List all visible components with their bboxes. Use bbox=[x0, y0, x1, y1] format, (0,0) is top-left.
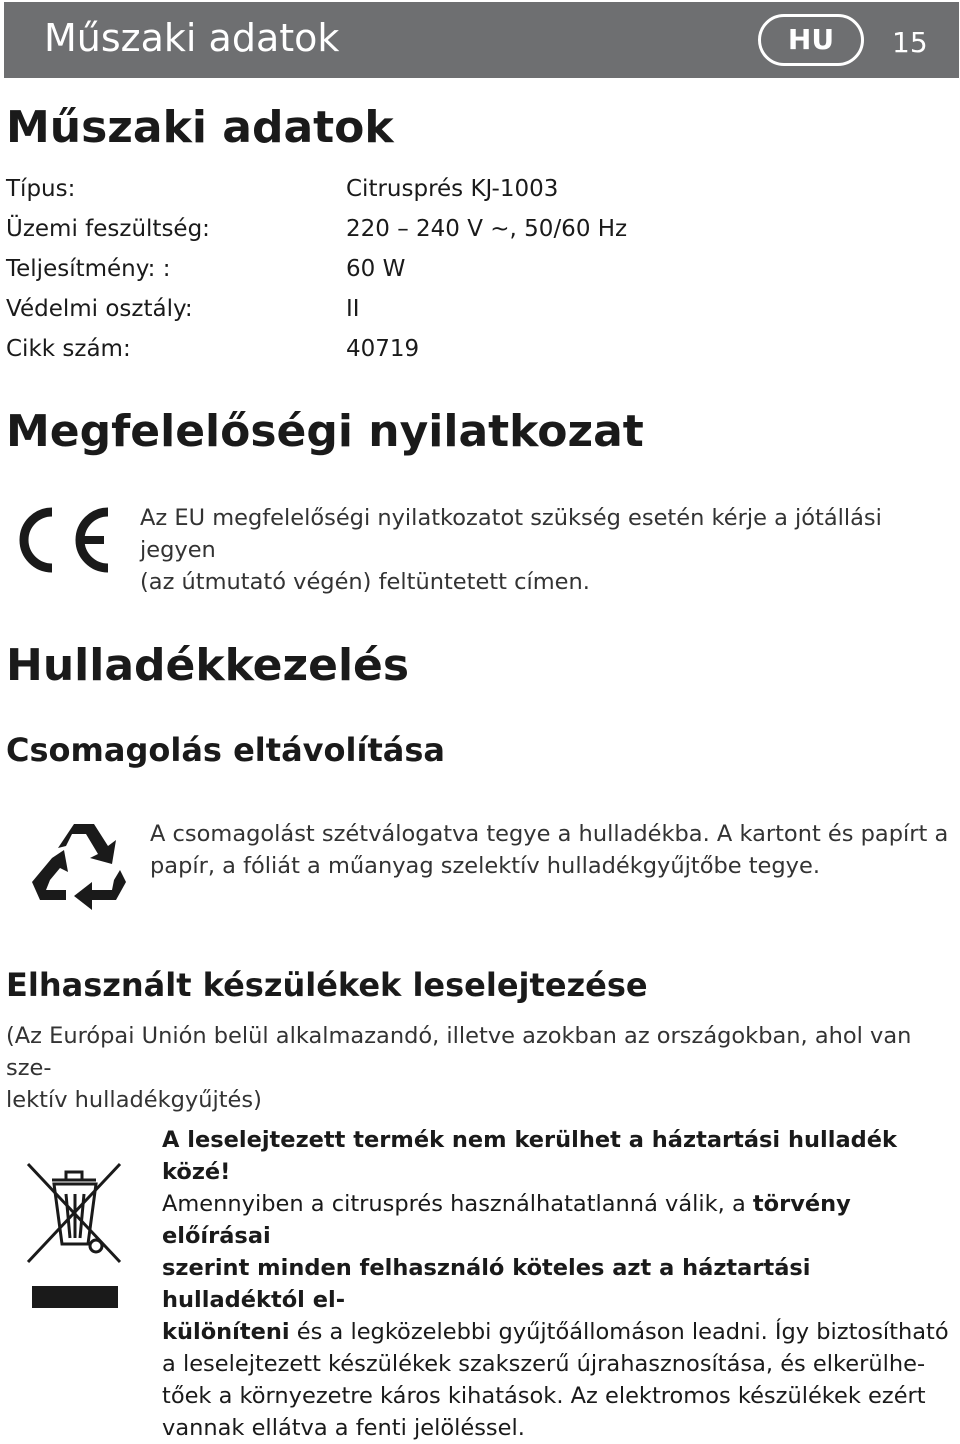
text-span-bold: törvény előírásai bbox=[162, 1191, 851, 1249]
spec-value: Citrusprés KJ-1003 bbox=[346, 176, 559, 202]
spec-label: Cikk szám: bbox=[6, 336, 131, 362]
spec-row bbox=[6, 336, 706, 376]
spec-value: 60 W bbox=[346, 256, 406, 282]
conformity-line: Az EU megfelelőségi nyilatkozatot szükség esetén kérje a jótállási jegyen bbox=[140, 505, 882, 563]
devices-text bbox=[162, 1124, 960, 1444]
text-span: Amennyiben a citrusprés használhatatlanná válik, a bbox=[162, 1191, 753, 1217]
header-title: Műszaki adatok bbox=[44, 16, 340, 60]
devices-intro-line: (Az Európai Unión belül alkalmazandó, illetve azokban az országokban, ahol van sze- bbox=[6, 1023, 912, 1081]
conformity-text bbox=[140, 502, 960, 598]
spec-row bbox=[6, 216, 706, 256]
waste-heading: Hulladékkezelés bbox=[6, 640, 410, 691]
devices-paragraph-line: szerint minden felhasználó köteles azt a háztartási hulladéktól el- bbox=[162, 1255, 811, 1313]
spec-label: Teljesítmény: : bbox=[6, 256, 171, 282]
devices-paragraph-line bbox=[162, 1188, 960, 1252]
spec-value: 220 – 240 V ~, 50/60 Hz bbox=[346, 216, 628, 242]
packaging-text bbox=[150, 818, 948, 882]
spec-value: 40719 bbox=[346, 336, 420, 362]
page-number: 15 bbox=[892, 26, 928, 59]
spec-label: Üzemi feszültség: bbox=[6, 216, 210, 242]
spec-label: Típus: bbox=[6, 176, 76, 202]
warning-line: A leselejtezett termék nem kerülhet a háztartási hulladék közé! bbox=[162, 1127, 897, 1185]
spec-row bbox=[6, 256, 706, 296]
spec-label: Védelmi osztály: bbox=[6, 296, 193, 322]
devices-paragraph-line: tőek a környezetre káros kihatások. Az elektromos készülékek ezért bbox=[162, 1383, 926, 1409]
text-span: és a legközelebbi gyűjtőállomáson leadni. Így biztosítható bbox=[289, 1319, 949, 1345]
conformity-line: (az útmutató végén) feltüntetett címen. bbox=[140, 569, 590, 595]
devices-intro bbox=[6, 1020, 960, 1116]
spec-value: II bbox=[346, 296, 360, 322]
devices-paragraph-line bbox=[162, 1316, 960, 1348]
crossed-bin-icon bbox=[22, 1158, 126, 1314]
spec-row bbox=[6, 176, 706, 216]
devices-intro-line: lektív hulladékgyűjtés) bbox=[6, 1087, 262, 1113]
devices-heading: Elhasznált készülékek leselejtezése bbox=[6, 966, 648, 1004]
spec-table bbox=[6, 176, 706, 376]
devices-paragraph-line: a leselejtezett készülékek szakszerű újrahasznosítása, és elkerülhe- bbox=[162, 1351, 926, 1377]
text-span-bold: különíteni bbox=[162, 1319, 290, 1345]
ce-mark-icon bbox=[14, 504, 114, 576]
packaging-line: papír, a fóliát a műanyag szelektív hulladékgyűjtőbe tegye. bbox=[150, 853, 820, 879]
packaging-line: A csomagolást szétválogatva tegye a hulladékba. A kartont és papírt a bbox=[150, 821, 949, 847]
packaging-heading: Csomagolás eltávolítása bbox=[6, 731, 445, 769]
page-title: Műszaki adatok bbox=[6, 102, 394, 153]
recycle-icon bbox=[28, 818, 128, 914]
language-badge: HU bbox=[758, 14, 864, 66]
page-header bbox=[4, 2, 959, 78]
conformity-heading: Megfelelőségi nyilatkozat bbox=[6, 406, 644, 457]
spec-row bbox=[6, 296, 706, 336]
devices-paragraph-line: vannak ellátva a fenti jelöléssel. bbox=[162, 1415, 525, 1441]
